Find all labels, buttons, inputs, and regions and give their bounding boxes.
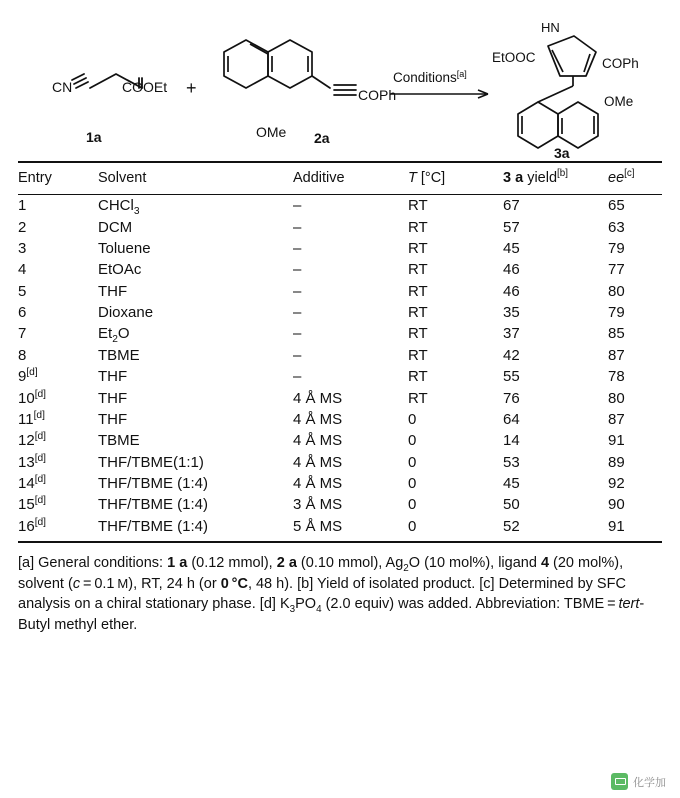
cell-additive: 4 Å MS: [293, 475, 343, 493]
cell-yield: 37: [503, 325, 520, 343]
cell-yield: 46: [503, 261, 520, 279]
col-header-additive: Additive: [293, 170, 345, 186]
cell-yield: 45: [503, 239, 520, 257]
cell-yield: 76: [503, 389, 520, 407]
cell-solvent: THF/TBME(1:1): [98, 453, 204, 471]
results-table-body: [18, 195, 662, 538]
cell-solvent: $Et_2O$: [98, 325, 130, 346]
cell-ee: 63: [608, 218, 625, 236]
table-row: [18, 323, 662, 344]
table-row: [18, 366, 662, 387]
table-row: [18, 216, 662, 237]
cell-yield: 52: [503, 517, 520, 535]
cell-entry: 6: [18, 304, 27, 322]
table-row: [18, 409, 662, 430]
cell-temperature: 0: [408, 475, 417, 493]
cell-solvent: THF: [98, 410, 128, 428]
col-header-yield: 3 a yield[b]: [503, 168, 568, 186]
cell-yield: 50: [503, 496, 520, 514]
cell-ee: 77: [608, 261, 625, 279]
results-table-wrap: [18, 161, 662, 543]
cell-solvent: DCM: [98, 218, 133, 236]
table-row: [18, 452, 662, 473]
cell-solvent: TBME: [98, 432, 140, 450]
cell-temperature: RT: [408, 325, 428, 343]
cell-yield: 67: [503, 197, 520, 215]
cell-yield: 57: [503, 218, 520, 236]
cell-additive: –: [293, 368, 302, 386]
coph-label-2a: COPh: [358, 87, 397, 103]
cell-additive: –: [293, 197, 302, 215]
scheme-drawing: [18, 6, 662, 158]
cell-solvent: THF: [98, 368, 128, 386]
table-row: [18, 516, 662, 537]
cell-entry: 12[d]: [18, 431, 47, 450]
col-header-solvent: Solvent: [98, 170, 147, 186]
cell-temperature: 0: [408, 496, 417, 514]
cell-ee: 87: [608, 410, 625, 428]
cell-ee: 89: [608, 453, 625, 471]
cell-entry: 14[d]: [18, 474, 47, 493]
etooc-label: EtOOC: [492, 50, 536, 65]
table-row: [18, 430, 662, 451]
cell-temperature: 0: [408, 517, 417, 535]
cell-additive: 4 Å MS: [293, 453, 343, 471]
cell-entry: 4: [18, 261, 27, 279]
cell-entry: 1: [18, 197, 27, 215]
cell-ee: 91: [608, 517, 625, 535]
ome-label-3a: OMe: [604, 94, 634, 109]
cell-temperature: RT: [408, 282, 428, 300]
table-row: [18, 345, 662, 366]
cell-entry: 5: [18, 282, 27, 300]
cell-ee: 92: [608, 475, 625, 493]
hn-label: HN: [541, 20, 560, 35]
cell-additive: –: [293, 304, 302, 322]
cell-yield: 45: [503, 475, 520, 493]
cell-temperature: RT: [408, 346, 428, 364]
cell-temperature: RT: [408, 389, 428, 407]
cell-solvent: THF/TBME (1:4): [98, 517, 209, 535]
watermark-badge: [611, 773, 666, 790]
cell-additive: 4 Å MS: [293, 389, 343, 407]
cell-temperature: RT: [408, 239, 428, 257]
cell-ee: 87: [608, 346, 625, 364]
label-3a: 3a: [554, 145, 570, 158]
coph-label-3a: COPh: [602, 56, 639, 71]
table-footnotes: [18, 553, 662, 635]
cell-ee: 80: [608, 282, 625, 300]
cell-solvent: THF/TBME (1:4): [98, 496, 209, 514]
label-2a: 2a: [314, 130, 330, 146]
cell-yield: 35: [503, 304, 520, 322]
col-header-ee: ee[c]: [608, 168, 635, 186]
cell-solvent: THF/TBME (1:4): [98, 475, 209, 493]
cell-additive: –: [293, 239, 302, 257]
table-row: [18, 302, 662, 323]
cell-entry: 7: [18, 325, 27, 343]
cell-yield: 42: [503, 346, 520, 364]
cell-additive: –: [293, 325, 302, 343]
cell-temperature: RT: [408, 304, 428, 322]
cell-ee: 79: [608, 239, 625, 257]
cell-temperature: RT: [408, 197, 428, 215]
cell-entry: 2: [18, 218, 27, 236]
cell-entry: 8: [18, 346, 27, 364]
cell-ee: 80: [608, 389, 625, 407]
cell-entry: 10[d]: [18, 388, 47, 407]
table-row: [18, 494, 662, 515]
cell-additive: 4 Å MS: [293, 410, 343, 428]
table-bottom-rule: [18, 541, 662, 543]
cell-entry: 9[d]: [18, 367, 38, 386]
cell-additive: 4 Å MS: [293, 432, 343, 450]
cell-solvent: Dioxane: [98, 304, 154, 322]
cell-solvent: TBME: [98, 346, 140, 364]
cell-ee: 65: [608, 197, 625, 215]
col-header-temperature: T [°C]: [408, 170, 446, 186]
cell-entry: 3: [18, 239, 27, 257]
table-row: [18, 259, 662, 280]
cell-temperature: RT: [408, 261, 428, 279]
watermark-label: 化学加: [633, 776, 666, 789]
cell-solvent: Toluene: [98, 239, 151, 257]
cell-entry: 11[d]: [18, 409, 45, 428]
footnote-text: [a] General conditions: 1 a (0.12 mmol), 2 a (0.10 mmol), $Ag_2O$ (10 mol%), ligand 4 (20 mol%), solvent (c = 0.1 M), RT, 24 h (or 0 °C, 48 h). [b] Yield of isolated product. [c] Determined by SFC analysis on a chiral stationary phase. [d] $K_3PO_4$ (2.0 equiv) was added. Abbreviation: TBME = tert-Butyl methyl ether.: [18, 555, 645, 633]
cell-yield: 64: [503, 410, 520, 428]
cell-temperature: RT: [408, 368, 428, 386]
cell-additive: –: [293, 218, 302, 236]
arrow-conditions-label: Conditions[a]: [393, 69, 467, 85]
cell-additive: –: [293, 282, 302, 300]
cell-entry: 13[d]: [18, 452, 47, 471]
plus-sign: +: [186, 78, 197, 98]
label-1a: 1a: [86, 129, 102, 145]
col-header-entry: Entry: [18, 170, 52, 186]
cn-label: CN: [52, 79, 73, 95]
cell-yield: 14: [503, 432, 520, 450]
table-row: [18, 473, 662, 494]
cell-ee: 78: [608, 368, 625, 386]
cell-yield: 55: [503, 368, 520, 386]
reaction-scheme: [18, 6, 662, 161]
cell-additive: 3 Å MS: [293, 496, 343, 514]
cell-solvent: CHCl$_3$: [98, 197, 140, 218]
cooet-label: COOEt: [122, 79, 168, 95]
cell-yield: 53: [503, 453, 520, 471]
cell-additive: –: [293, 346, 302, 364]
cell-ee: 79: [608, 304, 625, 322]
cell-temperature: RT: [408, 218, 428, 236]
cell-temperature: 0: [408, 453, 417, 471]
cell-solvent: EtOAc: [98, 261, 142, 279]
cell-temperature: 0: [408, 410, 417, 428]
cell-additive: –: [293, 261, 302, 279]
cell-ee: 85: [608, 325, 625, 343]
chem-logo-icon: [611, 773, 628, 790]
results-table: [18, 161, 662, 537]
cell-temperature: 0: [408, 432, 417, 450]
cell-ee: 91: [608, 432, 625, 450]
table-row: [18, 281, 662, 302]
table-row: [18, 238, 662, 259]
cell-yield: 46: [503, 282, 520, 300]
table-row: [18, 387, 662, 408]
cell-entry: 16[d]: [18, 516, 47, 535]
cell-additive: 5 Å MS: [293, 517, 343, 535]
cell-solvent: THF: [98, 282, 128, 300]
table-row: [18, 195, 662, 217]
cell-solvent: THF: [98, 389, 128, 407]
cell-entry: 15[d]: [18, 495, 47, 514]
ome-label-2a: OMe: [256, 124, 287, 140]
cell-ee: 90: [608, 496, 625, 514]
